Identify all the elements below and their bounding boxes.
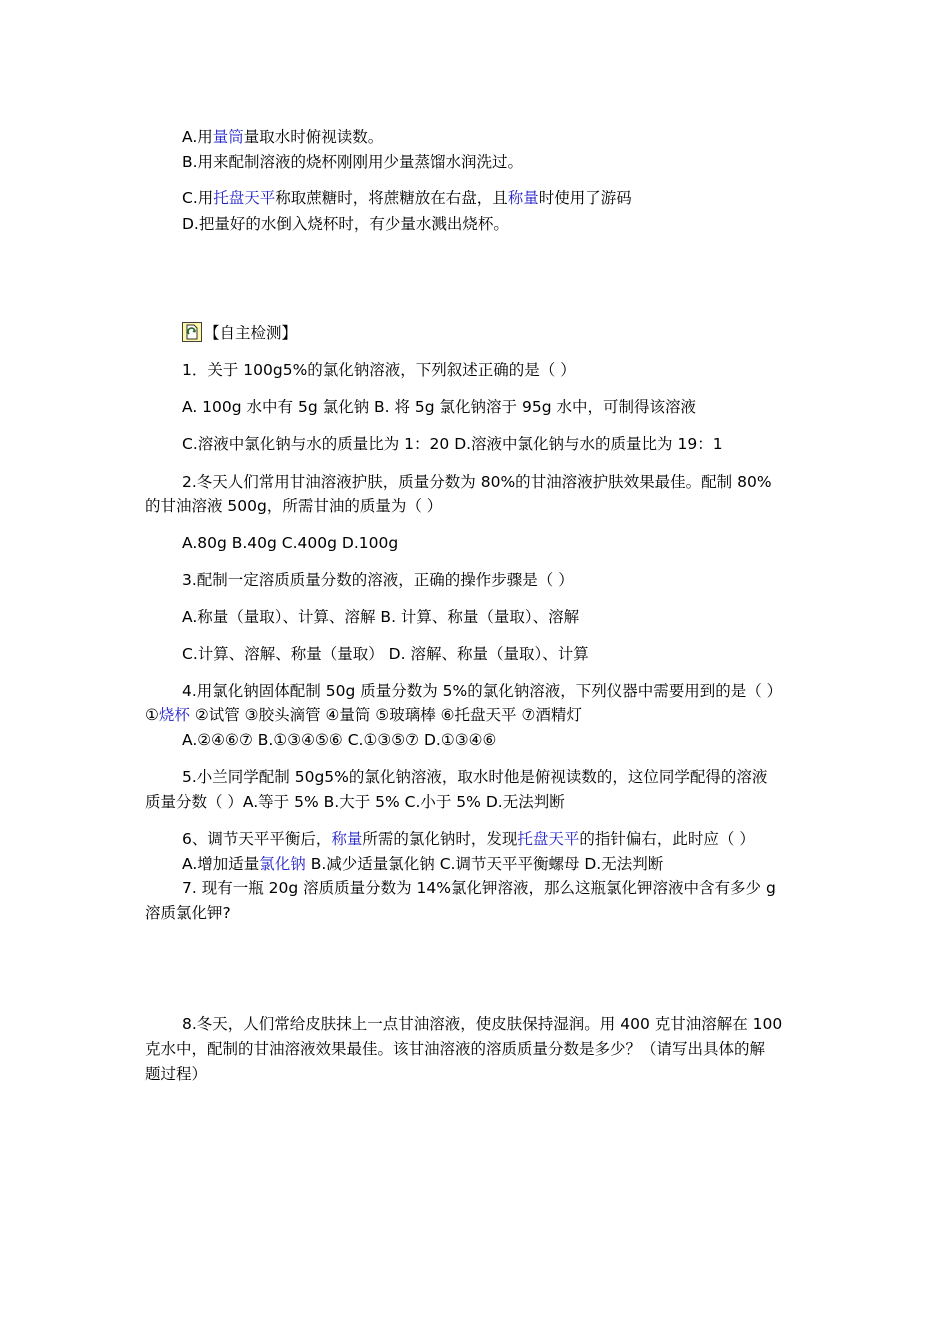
q2-stem-line2: 的甘油溶液 500g，所需甘油的质量为（ ） [145, 497, 443, 515]
section-heading [182, 322, 297, 343]
q8-stem-line2: 克水中，配制的甘油溶液效果最佳。该甘油溶液的溶质质量分数是多少？（请写出具体的解 [145, 1040, 766, 1058]
q2-stem-line1: 2.冬天人们常用甘油溶液护肤，质量分数为 80%的甘油溶液护肤效果最佳。配制 80% [182, 473, 772, 491]
q1-stem: 1．关于 100g5%的氯化钠溶液，下列叙述正确的是（ ） [182, 361, 576, 379]
q8-stem-line1: 8.冬天，人们常给皮肤抹上一点甘油溶液，使皮肤保持湿润。用 400 克甘油溶解在 100 [182, 1015, 783, 1033]
q1-options-ab: A. 100g 水中有 5g 氯化钠 B. 将 5g 氯化钠溶于 95g 水中，可制得该溶液 [182, 398, 696, 416]
q5-stem-line1: 5.小兰同学配制 50g5%的氯化钠溶液，取水时他是俯视读数的，这位同学配得的溶液 [182, 768, 768, 786]
q6-options: A.增加适量氯化钠 B.减少适量氯化钠 C.调节天平平衡螺母 D.无法判断 [182, 855, 664, 873]
document-refresh-icon [182, 322, 202, 342]
q1-options-cd: C.溶液中氯化钠与水的质量比为 1：20 D.溶液中氯化钠与水的质量比为 19：1 [182, 435, 723, 453]
q4-stem: 4.用氯化钠固体配制 50g 质量分数为 5%的氯化钠溶液，下列仪器中需要用到的是（ ） [182, 682, 783, 700]
q3-stem: 3.配制一定溶质质量分数的溶液，正确的操作步骤是（ ） [182, 571, 574, 589]
link-weighing-2[interactable]: 称量 [331, 830, 363, 848]
q7-stem-line2: 溶质氯化钾? [145, 904, 231, 922]
prev-option-c: C.用托盘天平称取蔗糖时，将蔗糖放在右盘，且称量时使用了游码 [182, 189, 632, 207]
q6-stem: 6、调节天平平衡后，称量所需的氯化钠时，发现托盘天平的指针偏右，此时应（ ） [182, 830, 755, 848]
q4-items: ①烧杯 ②试管 ③胶头滴管 ④量筒 ⑤玻璃棒 ⑥托盘天平 ⑦酒精灯 [145, 706, 582, 724]
link-beaker[interactable]: 烧杯 [158, 706, 190, 724]
link-sodium-chloride[interactable]: 氯化钠 [259, 855, 306, 873]
prev-option-d: D.把量好的水倒入烧杯时，有少量水溅出烧杯。 [182, 215, 509, 233]
q3-options-ab: A.称量（量取）、计算、溶解 B. 计算、称量（量取）、溶解 [182, 608, 580, 626]
q4-options: A.②④⑥⑦ B.①③④⑤⑥ C.①③⑤⑦ D.①③④⑥ [182, 731, 497, 749]
q5-stem-line2: 质量分数（ ）A.等于 5% B.大于 5% C.小于 5% D.无法判断 [145, 793, 565, 811]
link-weighing[interactable]: 称量 [507, 189, 539, 207]
q2-options: A.80g B.40g C.400g D.100g [182, 534, 399, 552]
link-measuring-cylinder[interactable]: 量筒 [212, 128, 244, 146]
link-balance-2[interactable]: 托盘天平 [517, 830, 580, 848]
prev-option-a: A.用量筒量取水时俯视读数。 [182, 128, 384, 146]
q8-stem-line3: 题过程） [145, 1065, 208, 1083]
prev-option-b: B.用来配制溶液的烧杯刚刚用少量蒸馏水润洗过。 [182, 153, 524, 171]
q7-stem-line1: 7. 现有一瓶 20g 溶质质量分数为 14%氯化钾溶液，那么这瓶氯化钾溶液中含有多少 g [182, 879, 776, 897]
section-title: 【自主检测】 [204, 324, 298, 342]
link-balance[interactable]: 托盘天平 [213, 189, 276, 207]
q3-options-cd: C.计算、溶解、称量（量取） D. 溶解、称量（量取）、计算 [182, 645, 589, 663]
